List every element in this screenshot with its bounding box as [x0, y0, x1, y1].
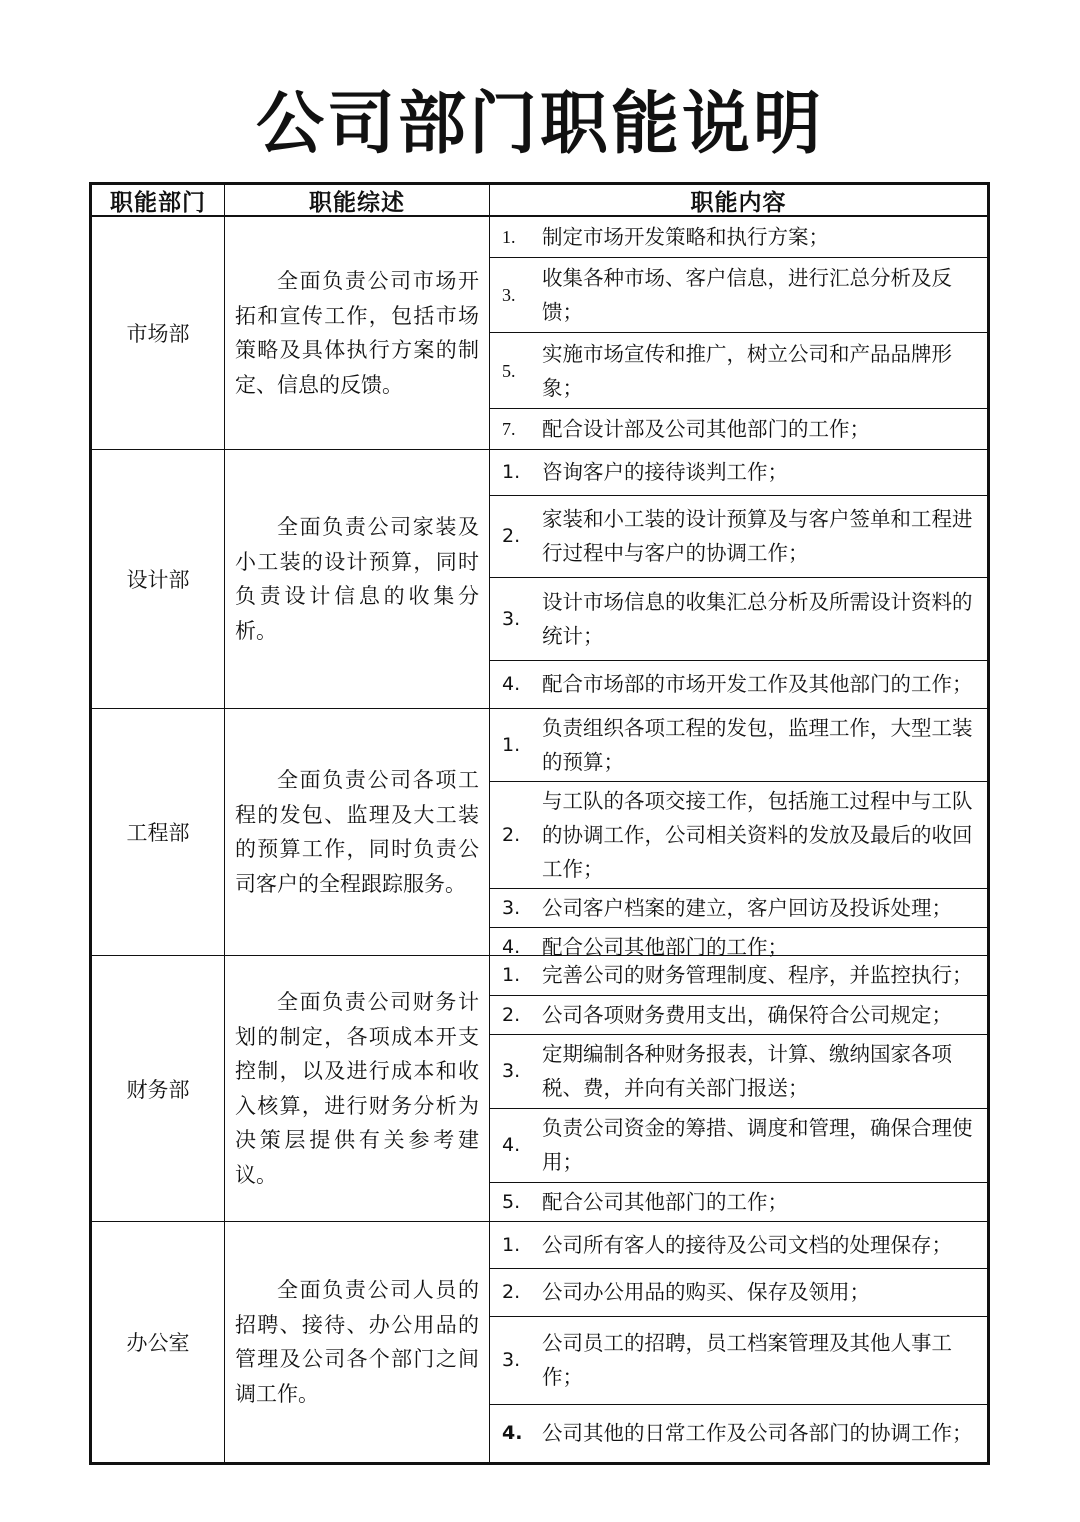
department-name-office: 办公室 [92, 1222, 225, 1462]
summary-text: 全面负责公司市场开拓和宣传工作，包括市场策略及具体执行方案的制定、信息的反馈。 [235, 269, 479, 397]
duty-item [490, 1269, 987, 1317]
duty-text: 公司客户档案的建立，客户回访及投诉处理； [542, 896, 952, 920]
duty-item [490, 578, 987, 660]
duty-text: 配合设计部及公司其他部门的工作； [542, 416, 870, 441]
duty-number: 7. [502, 418, 516, 439]
page-title: 公司部门职能说明 [255, 85, 824, 164]
header-department: 职能部门 [92, 185, 225, 217]
duty-item [490, 1183, 987, 1221]
duty-item [490, 1109, 987, 1183]
department-summary-design [225, 450, 490, 709]
duty-text: 制定市场开发策略和执行方案； [542, 225, 829, 250]
duty-item [490, 782, 987, 889]
duty-list-design [490, 450, 987, 709]
duty-text: 配合公司其他部门的工作； [542, 1189, 788, 1214]
duty-number: 4. [502, 1422, 523, 1445]
department-summary-engineering [225, 709, 490, 956]
duty-text: 定期编制各种财务报表，计算、缴纳国家各项税、费，并向有关部门报送； [542, 1042, 952, 1101]
duty-number: 3. [502, 607, 521, 630]
header-summary: 职能综述 [225, 185, 490, 217]
duty-item [490, 496, 987, 578]
duty-item [490, 450, 987, 496]
duty-number: 2. [502, 1281, 521, 1304]
duty-number: 1. [502, 964, 521, 987]
duty-number: 4. [502, 936, 521, 958]
duty-text: 负责组织各项工程的发包，监理工作，大型工装的预算； [542, 716, 973, 774]
duty-text: 与工队的各项交接工作，包括施工过程中与工队的协调工作，公司相关资料的发放及最后的收回工作； [542, 789, 973, 881]
duty-item [490, 1317, 987, 1405]
summary-text: 全面负责公司人员的招聘、接待、办公用品的管理及公司各个部门之间调工作。 [235, 1278, 479, 1406]
department-summary-finance [225, 956, 490, 1222]
summary-text: 全面负责公司家装及小工装的设计预算，同时负责设计信息的收集分析。 [235, 515, 479, 643]
duty-number: 3. [502, 285, 516, 306]
department-name-marketing: 市场部 [92, 217, 225, 450]
duty-item [490, 217, 987, 258]
duty-text: 公司所有客人的接待及公司文档的处理保存； [542, 1232, 952, 1257]
department-name-engineering: 工程部 [92, 709, 225, 956]
duty-item [490, 709, 987, 782]
department-summary-marketing [225, 217, 490, 450]
duty-number: 2. [502, 1003, 521, 1026]
duty-text: 收集各种市场、客户信息，进行汇总分析及反馈； [542, 266, 952, 325]
duty-item [490, 996, 987, 1035]
duty-text: 实施市场宣传和推广，树立公司和产品品牌形象； [542, 341, 952, 400]
duty-number: 3. [502, 1349, 521, 1372]
duty-list-marketing [490, 217, 987, 450]
duty-number: 2. [502, 525, 521, 548]
duty-number: 3. [502, 897, 521, 919]
duty-text: 公司其他的日常工作及公司各部门的协调工作； [542, 1421, 973, 1446]
duty-number: 4. [502, 1134, 521, 1157]
duty-item [490, 258, 987, 333]
duty-item [490, 1035, 987, 1109]
duty-text: 咨询客户的接待谈判工作； [542, 460, 788, 485]
duty-text: 设计市场信息的收集汇总分析及所需设计资料的统计； [542, 589, 973, 648]
duty-text: 配合市场部的市场开发工作及其他部门的工作； [542, 672, 973, 697]
summary-text: 全面负责公司各项工程的发包、监理及大工装的预算工作，同时负责公司客户的全程跟踪服务。 [235, 768, 479, 896]
duty-list-office [490, 1222, 987, 1462]
duty-item [490, 956, 987, 996]
duty-number: 5. [502, 360, 516, 381]
duty-list-finance [490, 956, 987, 1222]
duty-item [490, 1222, 987, 1269]
duty-item [490, 1405, 987, 1462]
duty-item [490, 333, 987, 409]
duty-list-engineering [490, 709, 987, 959]
department-function-table [89, 182, 990, 1465]
duty-text: 公司各项财务费用支出，确保符合公司规定； [542, 1002, 952, 1027]
duty-number: 1. [502, 734, 521, 756]
duty-number: 1. [502, 461, 521, 484]
department-summary-office [225, 1222, 490, 1462]
department-name-finance: 财务部 [92, 956, 225, 1222]
summary-text: 全面负责公司财务计划的制定，各项成本开支控制，以及进行成本和收入核算，进行财务分析为决策层提供有关参考建议。 [235, 990, 479, 1187]
duty-number: 1. [502, 227, 516, 248]
duty-number: 1. [502, 1233, 521, 1256]
duty-number: 4. [502, 673, 521, 696]
duty-text: 负责公司资金的筹措、调度和管理，确保合理使用； [542, 1116, 973, 1175]
duty-text: 公司员工的招聘，员工档案管理及其他人事工作； [542, 1331, 952, 1390]
department-name-design: 设计部 [92, 450, 225, 709]
duty-number: 5. [502, 1190, 521, 1213]
duty-number: 2. [502, 824, 521, 846]
duty-text: 完善公司的财务管理制度、程序，并监控执行； [542, 963, 973, 988]
duty-number: 3. [502, 1060, 521, 1083]
duty-item [490, 409, 987, 449]
duty-text: 公司办公用品的购买、保存及领用； [542, 1280, 870, 1305]
duty-item [490, 889, 987, 928]
header-duties: 职能内容 [490, 185, 987, 217]
duty-text: 配合公司其他部门的工作； [542, 935, 788, 959]
duty-text: 家装和小工装的设计预算及与客户签单和工程进行过程中与客户的协调工作； [542, 507, 973, 566]
duty-item [490, 661, 987, 708]
